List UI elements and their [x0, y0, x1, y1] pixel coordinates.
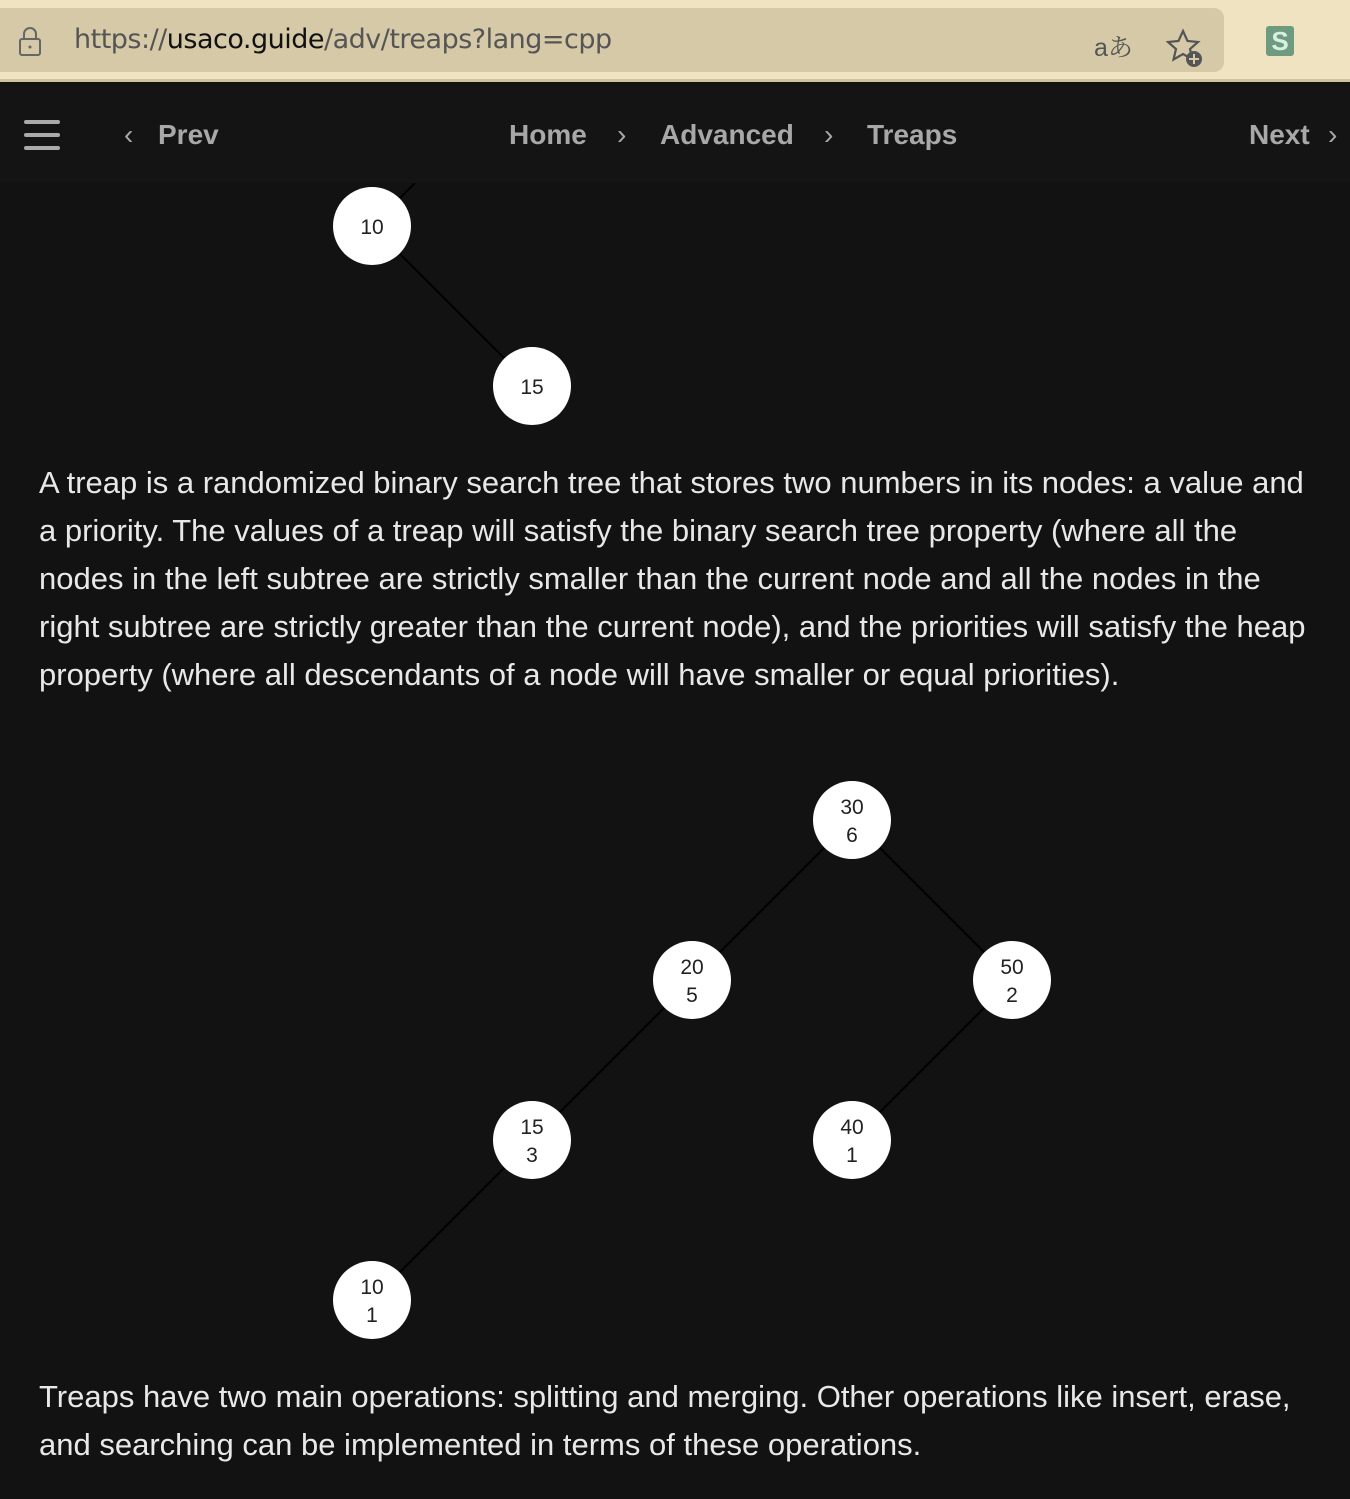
tree-node [333, 1261, 411, 1339]
svg-text:50: 50 [1000, 956, 1024, 979]
tree-node [813, 781, 891, 859]
tree-node [493, 347, 571, 425]
chevron-right-icon: › [1328, 119, 1338, 150]
svg-text:40: 40 [840, 1116, 864, 1139]
url-text[interactable]: https://usaco.guide/adv/treaps?lang=cpp [74, 24, 612, 55]
browser-toolbar [0, 0, 1350, 82]
svg-text:2: 2 [1006, 984, 1018, 1007]
translate-icon[interactable]: aあ [1094, 34, 1133, 62]
add-favorite-icon[interactable] [1166, 28, 1204, 68]
prev-link[interactable]: Prev [158, 119, 219, 150]
tree-diagram-treap [333, 781, 1051, 1339]
breadcrumb-advanced[interactable]: Advanced [660, 119, 794, 150]
svg-text:10: 10 [360, 216, 384, 239]
treap-diagrams [0, 183, 1350, 1383]
svg-text:6: 6 [846, 824, 858, 847]
chevron-right-icon: › [617, 119, 627, 150]
operations-description: Treaps have two main operations: splitting and merging. Other operations like insert, erase, and searching can be implemented in terms of these operations. [39, 1379, 1291, 1462]
menu-icon[interactable] [24, 120, 60, 159]
svg-text:20: 20 [680, 956, 704, 979]
tree-node [813, 1101, 891, 1179]
tree-node [973, 941, 1051, 1019]
chevron-right-icon: › [824, 119, 834, 150]
svg-text:10: 10 [360, 1276, 384, 1299]
svg-text:1: 1 [366, 1304, 378, 1327]
tree-node [333, 187, 411, 265]
svg-text:5: 5 [686, 984, 698, 1007]
tree-node [493, 1101, 571, 1179]
svg-text:15: 15 [520, 1116, 544, 1139]
chevron-left-icon: ‹ [124, 119, 134, 150]
svg-text:1: 1 [846, 1144, 858, 1167]
tree-diagram-bst [333, 183, 571, 425]
tree-node [653, 941, 731, 1019]
address-bar[interactable] [0, 8, 1224, 72]
breadcrumb-home[interactable]: Home [509, 119, 587, 150]
svg-text:30: 30 [840, 796, 864, 819]
top-nav [0, 85, 1350, 183]
extension-icon[interactable]: S [1266, 26, 1294, 56]
svg-text:15: 15 [520, 376, 544, 399]
treap-description: A treap is a randomized binary search tree that stores two numbers in its nodes: a value and a priority. The values of a treap will satisfy the binary search tree property (where all the nodes in the left subtree are strictly smaller than the current node and all the nodes in the right subtree are strictly greater than the current node), and the priorities will satisfy the heap property (where all descendants of a node will have smaller or equal priorities). [39, 465, 1306, 692]
breadcrumb-treaps[interactable]: Treaps [867, 119, 958, 150]
lock-icon[interactable] [18, 26, 42, 56]
next-link[interactable]: Next [1249, 119, 1310, 150]
svg-text:3: 3 [526, 1144, 538, 1167]
